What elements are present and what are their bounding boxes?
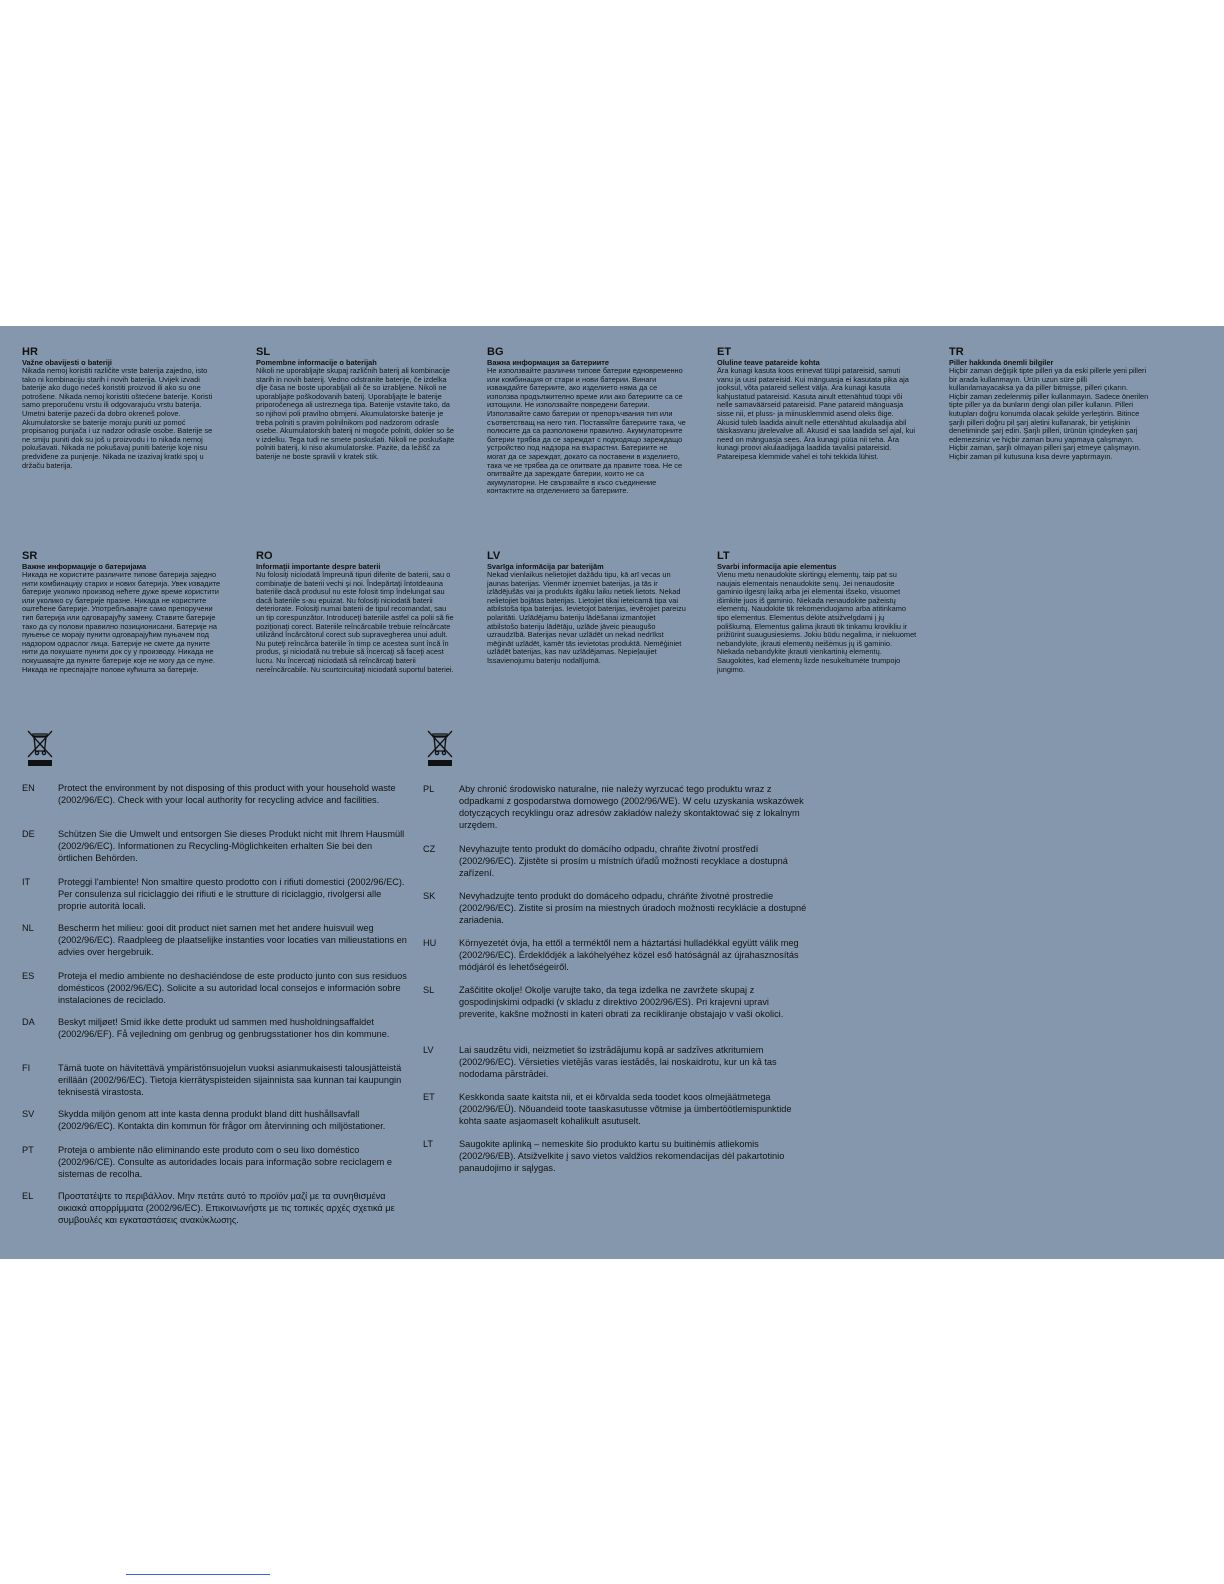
language-code: PL — [423, 784, 435, 794]
weee-item-et — [423, 1091, 808, 1138]
warning-title: Informaţii importante despre baterii — [256, 562, 381, 571]
language-code: ES — [22, 971, 35, 981]
crossed-out-wheelie-bin-icon — [25, 728, 55, 768]
weee-text: Lai saudzētu vidi, neizmetiet šo izstrādājumu kopā ar sadzīves atkritumiem (2002/96/EC). Vērsieties vietējās varas iestādēs, lai noskaidrotu, kur un kā tas nododama pārstrādei. — [459, 1045, 777, 1079]
weee-text: Saugokite aplinką – nemeskite šio produkto kartu su buitinėmis atliekomis (2002/96/EB). Atsižvelkite į savo vietos valdžios rekomendacijas dėl pakartotinio panaudojimo ir sąlygas. — [459, 1139, 785, 1173]
language-code: EN — [22, 783, 35, 793]
warning-title: Piller hakkında önemli bilgiler — [949, 358, 1054, 367]
weee-text: Nevyhadzujte tento produkt do domáceho odpadu, chráňte životné prostredie (2002/96/EC). Zistite si prosím na miestnych úradoch možnosti recyklácie a dostupné zariadenia. — [459, 891, 807, 925]
warning-text: Ära kunagi kasuta koos erinevat tüüpi patareisid, samuti vanu ja uusi patareisid. Kui mänguasja ei kasutata pika aja jooksul, võta patareid sellest välja. Ära kunagi kasuta kahjustatud patareisid. Kasuta ainult ettenähtud tüüpi või nelle samaväärseid patareisid. Pane patareid mänguasja sisse nii, et pluss- ja miinusklemmid asend oleks õige. Akusid tuleb laadida ainult nelle ettenähtud akulaadija abil täiskasvanu järelevalve all. Akusid ei saa laadida sel ajal, kui need on mänguasja sees. Ära kunagi püüa nii teha. Ära kunagi proovi akulaadijaga laadida tavalisi patareisid. Patareipesa klemmide vahel ei tohi tekkida lühist. — [717, 366, 916, 461]
weee-item-pt — [22, 1144, 407, 1190]
language-code: SR — [22, 550, 38, 562]
battery-warning-ro — [256, 550, 456, 674]
weee-item-it — [22, 876, 407, 922]
weee-item-el — [22, 1190, 407, 1230]
battery-warning-et — [717, 346, 917, 462]
language-code: FI — [22, 1063, 31, 1073]
weee-text: Aby chronić środowisko naturalne, nie należy wyrzucać tego produktu wraz z odpadkami z gospodarstwa domowego (2002/96/WE). W celu uzyskania wskazówek dotyczących recyklingu oraz adresów zakładów należy skontaktować się z lokalnym urzędem. — [459, 784, 804, 830]
language-code: SK — [423, 891, 436, 901]
language-code: TR — [949, 346, 964, 358]
weee-text: Tämä tuote on hävitettävä ympäristönsuojelun vuoksi asianmukaisesti talousjätteistä erillään (2002/96/EC). Tietoja kierrätyspisteiden sijainnista saa kunnan tai kaupungin teknisestä virastosta. — [58, 1063, 402, 1097]
language-code: LV — [487, 550, 501, 562]
weee-text: Προστατέψτε το περιβάλλον. Μην πετάτε αυτό το προϊόν μαζί με τα συνηθισμένα οικιακά απορρίμματα (2002/96/EC). Επικοινωνήστε με τις τοπικές αρχές σχετικά με συμβουλές και εγκαταστάσεις ανακύκλωσης. — [58, 1191, 395, 1225]
battery-warning-bg — [487, 346, 687, 496]
weee-list-right — [423, 783, 808, 1178]
weee-text: Beskyt miljøet! Smid ikke dette produkt ud sammen med husholdningsaffaldet (2002/96/EF). Få vejledning om genbrug og genbrugsstationer hos din kommune. — [58, 1017, 390, 1039]
language-code: ET — [717, 346, 732, 358]
language-code: LT — [717, 550, 730, 562]
battery-warning-lv — [487, 550, 687, 666]
weee-item-es — [22, 970, 407, 1016]
language-code: SL — [256, 346, 271, 358]
language-code: CZ — [423, 844, 436, 854]
weee-text: Zaščitite okolje! Okolje varujte tako, da tega izdelka ne zavržete skupaj z gospodinjskimi odpadki (v skladu z direktivo 2002/96/ES). Pri krajevni upravi preverite, kakšne možnosti in kateri obrati za recikliranje obstajajo v vaši okolici. — [459, 985, 784, 1019]
language-code: NL — [22, 923, 34, 933]
warning-text: Nekad vienlaikus nelietojiet dažādu tipu, kā arī vecas un jaunas baterijas. Vienmēr izņemiet baterijas, ja tās ir izlādējušās vai ja produkts ilgāku laiku netiek lietots. Nekad nelietojiet bojātas baterijas. Lietojiet tikai ieteicamā tipa vai atbilstoša tipa baterijas. Ievietojot baterijas, ievērojiet pareizu polaritāti. Uzlādējamu bateriju lādēšanai izmantojiet atbilstošo bateriju lādētāju, uzlāde jāveic pieaugušo uzraudzībā. Baterijas nevar uzlādēt un nekad nedrīkst mēģināt uzlādēt, kamēr tās ievietotas produktā. Nemēģiniet uzlādēt baterijas, kas nav uzlādējamas. Nepieļaujiet īssavienojumu bateriju nodalījumā. — [487, 570, 686, 665]
weee-item-sk — [423, 890, 808, 937]
warning-text: Nu folosiţi niciodată împreună tipuri diferite de baterii, sau o combinaţie de baterii vechi şi noi. Îndepărtaţi întotdeauna bateriile dacă produsul nu este folosit timp îndelungat sau dacă bateriile s-au epuizat. Nu folosiţi niciodată baterii deteriorate. Folosiţi numai baterii de tipul recomandat, sau un tip corespunzător. Introduceţi bateriile astfel ca polii să fie poziţionaţi corect. Bateriile reîncărcabile trebuie reîncărcate utilizând încărcătorul corect sub supravegherea unui adult. Nu puteţi reîncărca bateriile în timp ce acestea sunt încă în produs, şi niciodată nu trebuie să încercaţi să faceţi acest lucru. Nu încercaţi niciodată să reîncărcaţi baterii nereîncărcabile. Nu scurtcircuitaţi niciodată suportul bateriei. — [256, 570, 454, 674]
language-code: PT — [22, 1145, 34, 1155]
weee-item-lt — [423, 1138, 808, 1178]
battery-warning-tr — [949, 346, 1149, 462]
language-code: DA — [22, 1017, 35, 1027]
language-code: EL — [22, 1191, 34, 1201]
weee-item-cz — [423, 843, 808, 890]
footer-link-underline — [126, 1574, 270, 1575]
warning-text: Никада не користите различите типове батерија заједно нити комбинацију старих и нових батерија. Увек извадите батерије уколико производ нећете дуже време користити или уколико су батерије празне. Никада не користите оштећене батерије. Употребљавајте само препоручени тип батерија или одговарајућу замену. Ставите батерије тако да су полови правилно позиционисани. Батерије на пуњење се морају пунити одговарајућим пуњачем под надзором одраслог лица. Батерије не смете да пуните нити да покушате пунити док су у производу. Никада не покушавајте да пуните батерије које не могу да се пуне. Никада не преспајајте полове кућишта за батерије. — [22, 570, 221, 674]
language-code: ET — [423, 1092, 435, 1102]
language-code: LT — [423, 1139, 434, 1149]
weee-text: Skydda miljön genom att inte kasta denna produkt bland ditt hushållsavfall (2002/96/EC). Kontakta din kommun för frågor om återvinning och miljöstationer. — [58, 1109, 386, 1131]
warning-title: Svarbi informacija apie elementus — [717, 562, 837, 571]
weee-text: Nevyhazujte tento produkt do domácího odpadu, chraňte životní prostředí (2002/96/EC). Zjistěte si prosím u místních úřadů možnosti recyklace a dostupná zařízení. — [459, 844, 788, 878]
weee-text: Schützen Sie die Umwelt und entsorgen Sie dieses Produkt nicht mit Ihrem Hausmüll (2002/96/EC). Informationen zu Recycling-Möglichkeiten erhalten Sie bei den örtlichen Behörden. — [58, 829, 405, 863]
weee-item-sv — [22, 1108, 407, 1144]
language-code: HU — [423, 938, 437, 948]
language-code: DE — [22, 829, 35, 839]
warning-text: Nikoli ne uporabljajte skupaj različnih baterij ali kombinacije starih in novih baterij. Vedno odstranite baterije, če izdelka dlje časa ne boste uporabljali ali če so izrabljene. Nikoli ne uporabljajte poškodovanih baterij. Uporabljajte le baterije priporočenega ali ustreznega tipa. Baterije vstavite tako, da so njihovi poli pravilno obrnjeni. Akumulatorske baterije je treba polniti s pravim polnilnikom pod nadzorom odrasle osebe. Akumulatorskih baterij ni mogoče polniti, dokler so še v izdelku. Tega tudi ne smete poskušati. Nikoli ne poskušajte polniti baterij, ki niso akumulatorske. Pazite, da ležišč za baterije ne boste spravili v kratek stik. — [256, 366, 455, 461]
weee-item-hu — [423, 937, 808, 984]
weee-text: Proteja el medio ambiente no deshaciéndose de este producto junto con sus residuos domésticos (2002/96/EC). Solicite a su autoridad local consejos e información sobre instalaciones de reciclado. — [58, 971, 407, 1005]
language-code: HR — [22, 346, 38, 358]
weee-text: Bescherm het milieu: gooi dit product niet samen met het andere huisvuil weg (2002/96/EC). Raadpleeg de plaatselijke instanties voor locaties van milieustations en advies over hergebruik. — [58, 923, 407, 957]
warning-title: Важне информације о батеријама — [22, 562, 147, 571]
weee-item-en — [22, 782, 407, 828]
weee-text: Keskkonda saate kaitsta nii, et ei kõrvalda seda toodet koos olmejäätmetega (2002/96/EÜ). Nõuandeid toote taaskasutusse võtmise ja ümbertöötlemispunktide kohta saate asjaomaselt kohalikult asutuselt. — [459, 1092, 792, 1126]
warning-text: Nikada nemoj koristiti različite vrste baterija zajedno, isto tako ni kombinaciju starih i novih baterija. Uvijek izvadi baterije ako dugo nećeš koristiti proizvod ili ako su one potrošene. Nikada nemoj koristiti oštećene baterije. Koristi samo preporučenu vrstu ili odgovarajuću vrstu baterija. Umetni baterije pazeći da dobro okreneš polove. Akumulatorske se baterije moraju puniti uz pomoć propisanog punjača i uz nadzor odrasle osobe. Baterije se ne smiju puniti dok su još u proizvodu i to nikada nemoj pokušavati. Nikada ne pokušavaj puniti baterije koje nisu predviđene za punjenje. Nikada ne izazivaj kratki spoj u držaču baterija. — [22, 366, 213, 470]
weee-text: Proteja o ambiente não eliminando este produto com o seu lixo doméstico (2002/96/CE). Consulte as autoridades locais para informação sobre reciclagem e sistemas de recolha. — [58, 1145, 392, 1179]
weee-text: Protect the environment by not disposing of this product with your household waste (2002/96/EC). Check with your local authority for recycling advice and facilities. — [58, 783, 396, 805]
language-code: LV — [423, 1045, 434, 1055]
battery-warning-lt — [717, 550, 917, 674]
warning-text: Hiçbir zaman değişik tipte pilleri ya da eski pillerle yeni pilleri bir arada kullanmayın. Ürün uzun süre pilli kullanılamayacaksa ya da piller bitmişse, pilleri çıkarın. Hiçbir zaman zedelenmiş piller kullanmayın. Sadece önerilen tipte piller ya da bunların dengi olan piller kullanın. Pilleri kutupları doğru konumda olacak şekilde yerleştirin. Bitince şarjlı pilleri doğru pil şarj aletini kullanarak, bir yetişkinin denetiminde şarj edin. Şarjlı pilleri, ürünün içindeyken şarj edemezsiniz ve hiçbir zaman bunu yapmaya çalışmayın. Hiçbir zaman, şarjlı olmayan pilleri şarj etmeye çalışmayın. Hiçbir zaman pil kutusuna kısa devre yaptırmayın. — [949, 366, 1149, 461]
weee-text: Proteggi l'ambiente! Non smaltire questo prodotto con i rifiuti domestici (2002/96/EC). Per consulenza sul riciclaggio dei rifiuti e le strutture di riciclaggio, rivolgersi alle proprie autorità locali. — [58, 877, 405, 911]
weee-item-pl — [423, 783, 808, 843]
weee-item-nl — [22, 922, 407, 970]
language-code: BG — [487, 346, 504, 358]
instruction-panel — [0, 326, 1224, 1259]
weee-item-fi — [22, 1062, 407, 1108]
weee-item-da — [22, 1016, 407, 1062]
weee-item-lv — [423, 1044, 808, 1091]
language-code: RO — [256, 550, 273, 562]
warning-text: Vienu metu nenaudokite skirtingų elementų, taip pat su naujais elementais nenaudokite senų. Jei nenaudosite gaminio ilgesnį laiką arba jei elementai išseko, visuomet išimkite juos iš gaminio. Niekada nenaudokite pažeistų elementų. Naudokite tik rekomenduojamo arba atitinkamo tipo elementus. Elementus dėkite atsižvelgdami į jų poliškumą. Elementus galima įkrauti tik tinkamu krovikliu ir prižiūrint suaugusiesiems. Jokiu būdu negalima, ir niekuomet nebandykite, įkrauti elementų neišėmus jų iš gaminio. Niekada nebandykite įkrauti vienkartinių elementų. Saugokitės, kad elementų lizde nesukeltumėte trumpojo jungimo. — [717, 570, 917, 674]
battery-warning-sr — [22, 550, 222, 674]
battery-warning-sl — [256, 346, 456, 462]
crossed-out-wheelie-bin-icon — [425, 728, 455, 768]
weee-text: Környezetét óvja, ha ettől a terméktől nem a háztartási hulladékkal együtt válik meg (2002/96/EC). Érdeklődjék a lakóhelyéhez közel eső hatóságnál az újrahasznosítás módjáról és lehetőségeiről. — [459, 938, 799, 972]
warning-title: Važne obavijesti o bateriji — [22, 358, 112, 367]
language-code: SL — [423, 985, 435, 995]
language-code: IT — [22, 877, 31, 887]
weee-item-sl — [423, 984, 808, 1044]
warning-title: Важна информация за батериите — [487, 358, 610, 367]
weee-item-de — [22, 828, 407, 876]
warning-text: Не използвайте различни типове батерии едновременно или комбинация от стари и нови батерии. Винаги изваждайте батериите, ако изделието няма да се използва продължително време или ако батериите са се изтощили. Не използвайте повредени батерии. Използвайте само батерии от препоръчвания тип или съответстващ на него тип. Поставяйте батериите така, че полюсите да са разположени правилно. Акумулаторните батерии трябва да се зареждат с подходящо зареждащо устройство под надзора на възрастни. Батериите не могат да се зареждат, докато са поставени в изделието, така че не трябва да се опитвате да правите това. Не се опитвайте да зареждате батерии, които не са акумулаторни. Не свързвайте в късо съединение контактите на отделението за батериите. — [487, 366, 686, 496]
language-code: SV — [22, 1109, 35, 1119]
warning-title: Oluline teave patareide kohta — [717, 358, 820, 367]
battery-warning-hr — [22, 346, 222, 470]
warning-title: Svarīga informācija par baterijām — [487, 562, 604, 571]
weee-list-left — [22, 782, 407, 1230]
warning-title: Pomembne informacije o baterijah — [256, 358, 377, 367]
